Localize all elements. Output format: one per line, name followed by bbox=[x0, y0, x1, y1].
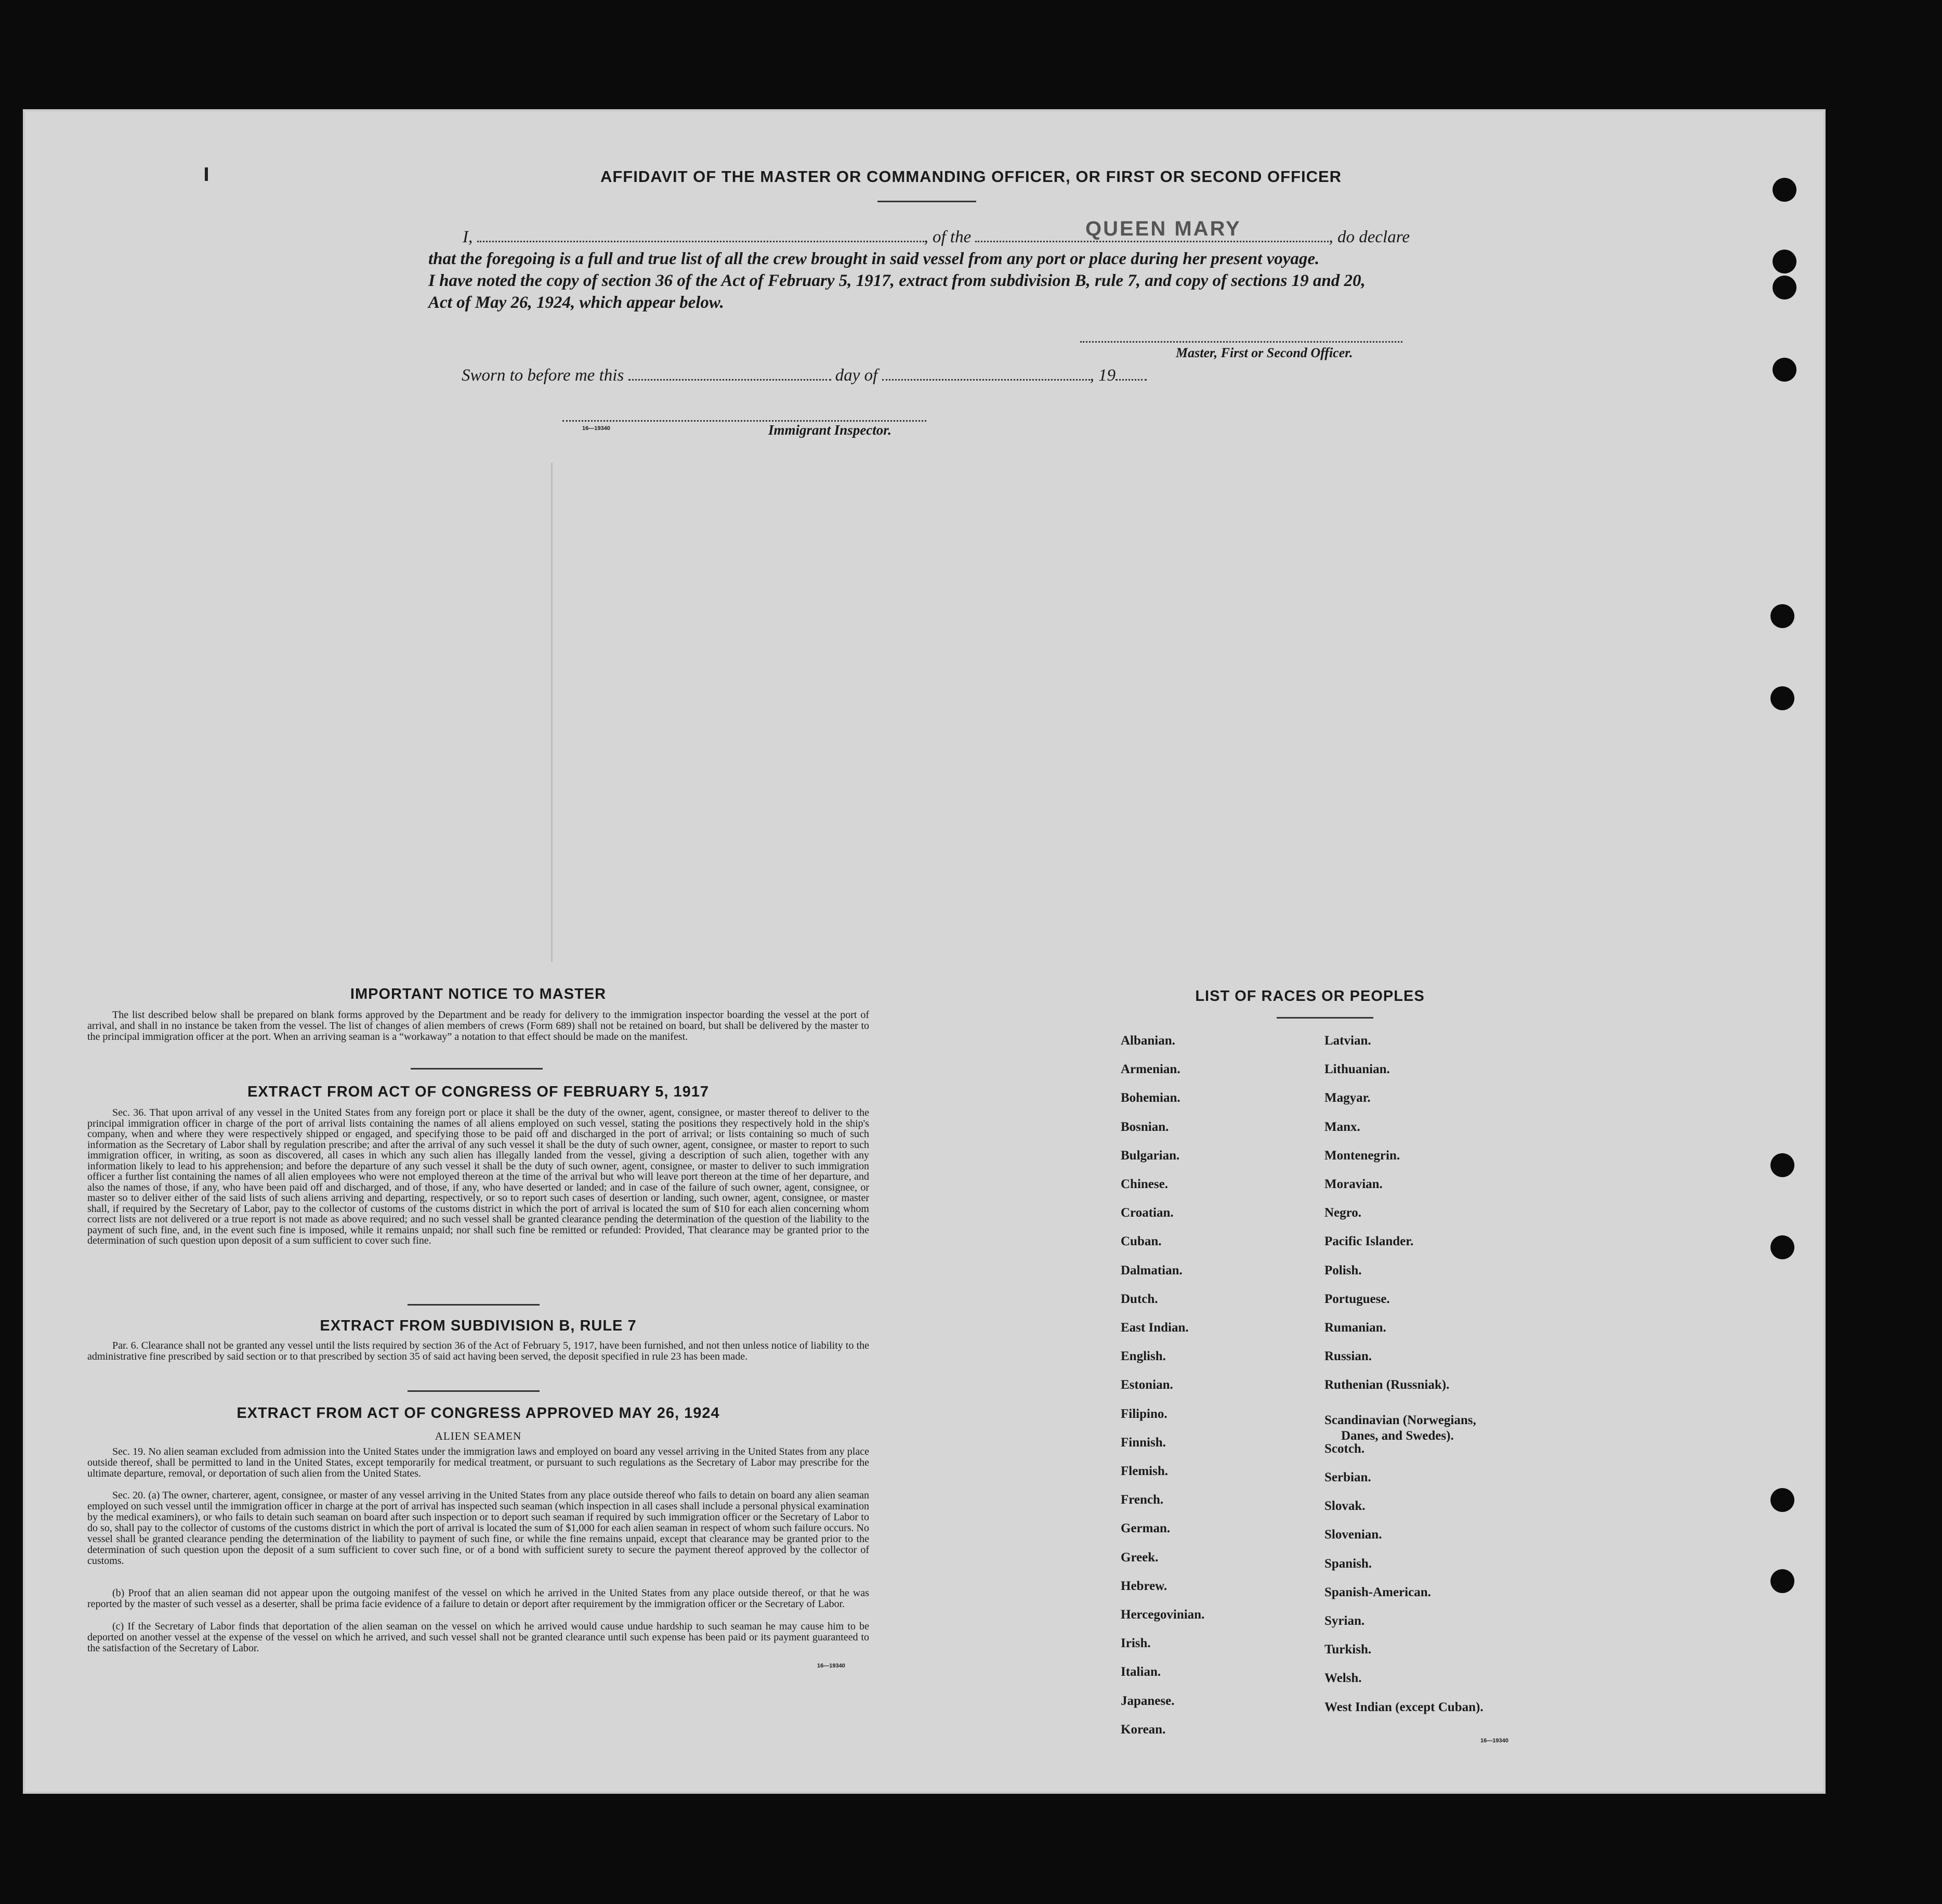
race-item: Spanish. bbox=[1324, 1557, 1372, 1571]
extract-1924-sec20b: (b) Proof that an alien seaman did not appear upon the outgoing manifest of the vessel on which he arrived in the United States from any place outside thereof, or that he was reported by the master of such vessel as a deserter, shall be prima facie evidence of a failure to detain or deport after requirement by the immigration officer or the Secretary of Labor. bbox=[87, 1587, 869, 1610]
affidavit-title: AFFIDAVIT OF THE MASTER OR COMMANDING OFFICER, OR FIRST OR SECOND OFFICER bbox=[600, 167, 1342, 186]
form-code: 16—19340 bbox=[817, 1663, 845, 1669]
race-item: Magyar. bbox=[1324, 1091, 1371, 1105]
sworn-day-field[interactable] bbox=[628, 379, 831, 381]
punch-hole-4 bbox=[1773, 358, 1796, 382]
race-item: Finnish. bbox=[1121, 1436, 1166, 1450]
sworn-line bbox=[462, 366, 1147, 385]
race-item: Spanish-American. bbox=[1324, 1585, 1431, 1599]
race-item: Filipino. bbox=[1121, 1407, 1167, 1421]
race-item: Rumanian. bbox=[1324, 1321, 1386, 1335]
sworn-year-field[interactable] bbox=[1116, 379, 1147, 381]
day-of-label: day of bbox=[835, 366, 878, 385]
extract-rule7-body: Par. 6. Clearance shall not be granted any vessel until the lists required by section 36 of the Act of February 5, 1917, have been furnished, and not then unless notice of liability to the administrative fine prescribed by said section or to that prescribed by section 35 of said act having been served, the deposit specified in rule 23 has been made. bbox=[87, 1340, 869, 1362]
race-item: Estonian. bbox=[1121, 1378, 1173, 1392]
punch-hole-8 bbox=[1770, 1235, 1794, 1259]
divider bbox=[408, 1304, 540, 1306]
form-code: 16—19340 bbox=[1480, 1738, 1508, 1744]
race-item: Welsh. bbox=[1324, 1671, 1362, 1685]
master-signature-label: Master, First or Second Officer. bbox=[1176, 345, 1353, 360]
race-item: Latvian. bbox=[1324, 1034, 1371, 1048]
race-item: Hebrew. bbox=[1121, 1579, 1167, 1593]
race-item: Dalmatian. bbox=[1121, 1263, 1183, 1277]
race-item: Japanese. bbox=[1121, 1694, 1175, 1708]
race-item: Flemish. bbox=[1121, 1464, 1168, 1478]
race-item: Scotch. bbox=[1324, 1442, 1365, 1456]
form-code: 16—19340 bbox=[582, 425, 610, 432]
race-item: Dutch. bbox=[1121, 1292, 1158, 1306]
fold-line bbox=[551, 463, 553, 962]
sworn-label: Sworn to before me this bbox=[462, 366, 624, 385]
race-item: Bosnian. bbox=[1121, 1120, 1169, 1134]
do-declare-label: , do declare bbox=[1329, 228, 1410, 246]
race-item: Polish. bbox=[1324, 1263, 1362, 1277]
inspector-label: Immigrant Inspector. bbox=[768, 422, 892, 438]
divider bbox=[1277, 1017, 1373, 1019]
vessel-name-stamp: QUEEN MARY bbox=[1085, 217, 1241, 240]
race-item: Bulgarian. bbox=[1121, 1149, 1180, 1163]
notice-body: The list described below shall be prepared on blank forms approved by the Department and be ready for delivery to the immigration inspector boarding the vessel at the port of arrival, and shall in no instance be taken from the vessel. The list of changes of alien members of crews (Form 689) shall not be retained on board, but shall be delivered by the master to the principal immigration officer at the port. When an arriving seaman is a “workaway” a notation to that effect should be made on the manifest. bbox=[87, 1009, 869, 1042]
punch-hole-7 bbox=[1770, 1153, 1794, 1177]
race-item: Pacific Islander. bbox=[1324, 1234, 1414, 1248]
of-the-label: , of the bbox=[924, 228, 972, 246]
punch-hole-3 bbox=[1773, 276, 1796, 299]
divider bbox=[411, 1068, 543, 1070]
race-item: Italian. bbox=[1121, 1665, 1161, 1679]
extract-rule7-title: EXTRACT FROM SUBDIVISION B, RULE 7 bbox=[320, 1318, 637, 1334]
races-title: LIST OF RACES OR PEOPLES bbox=[1195, 988, 1425, 1005]
divider bbox=[877, 201, 976, 202]
race-item: Scandinavian (Norwegians, bbox=[1324, 1413, 1476, 1427]
extract-1924-sec20c: (c) If the Secretary of Labor finds that deportation of the alien seaman on the vessel on which he arrived would cause undue hardship to such seaman he may cause him to be deported on another vessel at the expense of the vessel on which he arrived, and such vessel shall not be granted clearance until such expense has been paid or its payment guaranteed to the satisfaction of the Secretary of Labor. bbox=[87, 1621, 869, 1654]
race-item: German. bbox=[1121, 1521, 1171, 1535]
race-item: West Indian (except Cuban). bbox=[1324, 1700, 1484, 1714]
punch-hole-2 bbox=[1773, 250, 1796, 273]
affidavit-line-3: I have noted the copy of section 36 of the Act of February 5, 1917, extract from subdivision B, rule 7, and copy of sections 19 and 20, bbox=[428, 271, 1366, 290]
race-item: Manx. bbox=[1324, 1120, 1360, 1134]
extract-1924-sec19: Sec. 19. No alien seaman excluded from admission into the United States under the immigration laws and employed on board any vessel arriving in the United States from any place outside thereof, shall be permitted to land in the United States, except temporarily for medical treatment, or pursuant to such regulations as the Secretary of Labor may prescribe for the ultimate departure, removal, or deportation of such alien from the United States. bbox=[87, 1446, 869, 1479]
i-label: I, bbox=[463, 228, 473, 246]
punch-hole-5 bbox=[1770, 604, 1794, 628]
race-item: Serbian. bbox=[1324, 1470, 1371, 1484]
punch-hole-6 bbox=[1770, 686, 1794, 710]
race-item: Negro. bbox=[1324, 1206, 1362, 1220]
race-item: Turkish. bbox=[1324, 1642, 1372, 1657]
divider bbox=[408, 1390, 540, 1392]
race-item: Syrian. bbox=[1324, 1614, 1365, 1628]
race-item: Moravian. bbox=[1324, 1177, 1383, 1191]
race-item: Montenegrin. bbox=[1324, 1149, 1400, 1163]
master-signature-field[interactable] bbox=[1080, 341, 1402, 343]
race-item: Armenian. bbox=[1121, 1062, 1180, 1076]
race-item: Russian. bbox=[1324, 1349, 1372, 1363]
extract-1924-title: EXTRACT FROM ACT OF CONGRESS APPROVED MAY 26, 1924 bbox=[237, 1405, 720, 1422]
race-item: Portuguese. bbox=[1324, 1292, 1390, 1306]
race-item: Danes, and Swedes). bbox=[1341, 1429, 1454, 1443]
race-item: Korean. bbox=[1121, 1723, 1166, 1737]
name-field[interactable] bbox=[477, 241, 924, 242]
extract-1917-body: Sec. 36. That upon arrival of any vessel in the United States from any foreign port or place it shall be the duty of the owner, agent, consignee, or master thereof to deliver to the principal immigration officer in charge of the port of arrival lists containing the names of all aliens employed on such vessel, stating the positions they respectively hold in the ship's company, when and where they were respectively shipped or engaged, and specifying those to be paid off and discharged in the port of arrival; or lists containing so much of such information as the Secretary of Labor shall by regulation prescribe; and after the arrival of any such vessel it shall be the duty of such owner, agent, consignee, or master to report to such immigration officer, in writing, as soon as discovered, all cases in which any such alien has illegally landed from the vessel, giving a description of such alien, together with any information likely to lead to his apprehension; and before the departure of any such vessel it shall be the duty of such owner, agent, consignee, or master to deliver to such immigration officer a further list containing the names of all alien employees who were not employed thereon at the time of the arrival but who will leave port thereon at the time of her departure, and also the names of those, if any, who have been paid off and discharged, and of those, if any, who have deserted or landed; and in case of the failure of such owner, agent, consignee, or master so to deliver either of the said lists of such aliens arriving and departing, respectively, or so to report such cases of desertion or landing, such owner, agent, consignee, or master shall, if required by the Secretary of Labor, pay to the collector of customs of the customs district in which the port of arrival is located the sum of $10 for each alien concerning whom correct lists are not delivered or a true report is not made as above required; and no such vessel shall be granted clearance pending the determination of the question of the liability to the payment of such fine, and, in the event such fine is imposed, while it remains unpaid; nor shall such fine be remitted or refunded: Provided, That clearance may be granted prior to the determination of such question upon deposit of a sum sufficient to cover such fine. bbox=[87, 1107, 869, 1246]
punch-hole-9 bbox=[1770, 1488, 1794, 1512]
extract-1917-title: EXTRACT FROM ACT OF CONGRESS OF FEBRUARY 5, 1917 bbox=[247, 1084, 710, 1100]
race-item: Bohemian. bbox=[1121, 1091, 1180, 1105]
extract-1924-sec20a: Sec. 20. (a) The owner, charterer, agent, consignee, or master of any vessel arriving in the United States from any place outside thereof who fails to detain on board any alien seaman employed on such vessel until the immigration officer in charge at the port of arrival has inspected such seaman (which inspection in all cases shall include a personal physical examination by the medical examiners), or who fails to detain such seaman on board after such inspection or to deport such seaman if required by such immigration officer or the Secretary of Labor to do so, shall pay to the collector of customs of the customs district in which the port of arrival is located the sum of $1,000 for each alien seaman in respect of whom such failure occurs. No vessel shall be granted clearance pending the determination of the liability to payment of such fine, or while the fine remains unpaid, except that clearance may be granted prior to the determination of such question upon the deposit of a sum sufficient to cover such fine, or of a bond with sufficient surety to secure the payment thereof approved by the collector of customs. bbox=[87, 1490, 869, 1567]
race-item: Slovenian. bbox=[1324, 1528, 1382, 1542]
race-item: French. bbox=[1121, 1493, 1164, 1507]
notice-title: IMPORTANT NOTICE TO MASTER bbox=[350, 986, 607, 1002]
inspector-signature-field[interactable] bbox=[562, 420, 926, 422]
race-item: Slovak. bbox=[1324, 1499, 1366, 1513]
race-item: Chinese. bbox=[1121, 1177, 1168, 1191]
race-item: Cuban. bbox=[1121, 1234, 1162, 1248]
race-item: Albanian. bbox=[1121, 1034, 1175, 1048]
extract-1924-subtitle: ALIEN SEAMEN bbox=[435, 1430, 522, 1442]
race-item: Ruthenian (Russniak). bbox=[1324, 1378, 1450, 1392]
affidavit-line-2: that the foregoing is a full and true list of all the crew brought in said vessel from any port or place during her present voyage. bbox=[428, 250, 1320, 268]
vessel-name-field[interactable] bbox=[975, 241, 1329, 242]
punch-hole-10 bbox=[1770, 1569, 1794, 1593]
race-item: East Indian. bbox=[1121, 1321, 1189, 1335]
year-label: , 19 bbox=[1090, 366, 1116, 385]
race-item: Irish. bbox=[1121, 1636, 1151, 1650]
affidavit-line-4: Act of May 26, 1924, which appear below. bbox=[428, 293, 724, 312]
race-item: Hercegovinian. bbox=[1121, 1608, 1205, 1622]
affidavit-line-1 bbox=[463, 228, 1410, 247]
sworn-month-field[interactable] bbox=[882, 379, 1090, 381]
race-item: English. bbox=[1121, 1349, 1166, 1363]
race-item: Greek. bbox=[1121, 1550, 1159, 1564]
race-item: Croatian. bbox=[1121, 1206, 1174, 1220]
race-item: Lithuanian. bbox=[1324, 1062, 1390, 1076]
